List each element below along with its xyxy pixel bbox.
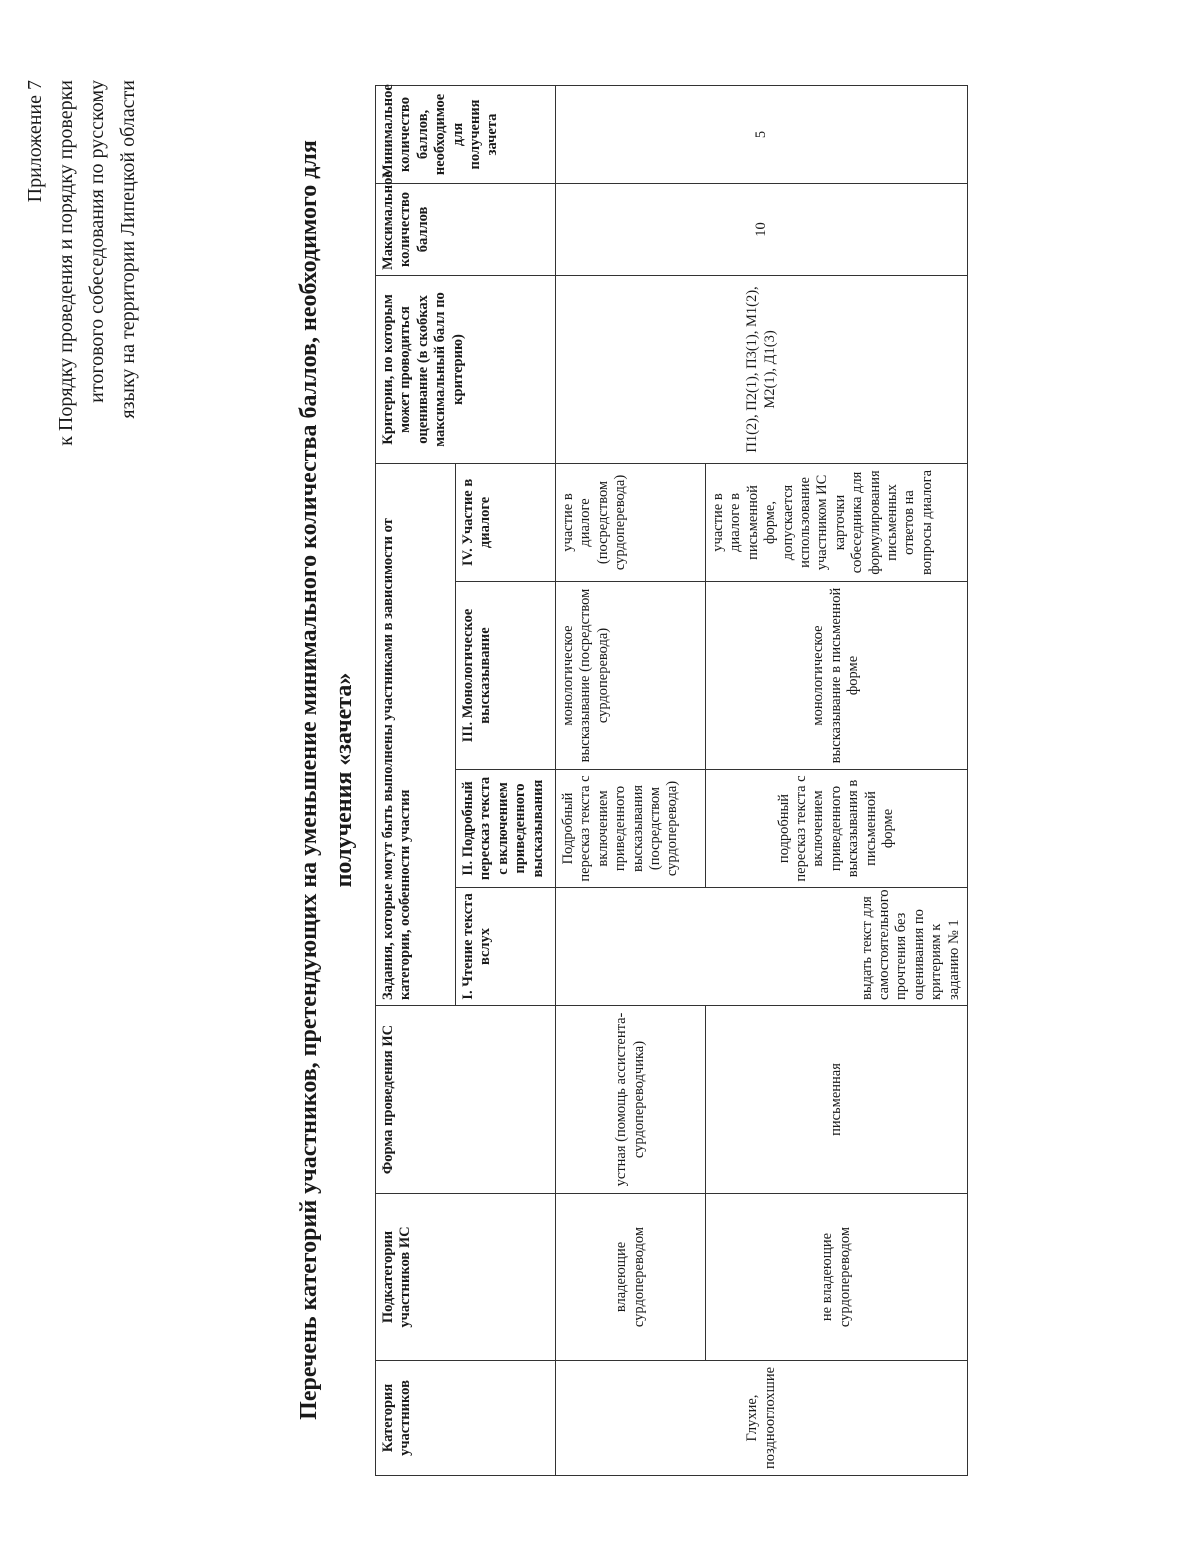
cell-min: 5 (556, 85, 968, 183)
cell-category: Глухие, позднооглохшие (556, 1361, 968, 1476)
cell-form: устная (помощь ассистента-сурдопереводчика) (556, 1006, 706, 1194)
header-task4: IV. Участие в диалоге (456, 463, 556, 581)
appendix-line: итогового собеседования по русскому (86, 80, 108, 403)
cell-task3: монологическое высказывание (посредством сурдоперевода) (556, 582, 706, 770)
cell-task2: Подробный пересказ текста с включением приведенного высказывания (посредством сурдоперевода) (556, 770, 706, 888)
appendix-line: к Порядку проведения и порядку проверки (55, 80, 77, 446)
appendix-note (20, 80, 144, 720)
cell-subcategory: владеющие сурдопереводом (556, 1194, 706, 1361)
cell-criteria: П1(2), П2(1), П3(1), М1(2), М2(1), Д1(3) (556, 275, 968, 463)
cell-form: письменная (706, 1006, 968, 1194)
cell-task4: участие в диалоге в письменной форме, допускается использование участником ИС карточки собеседника для формулирования письменных ответов на вопросы диалога (706, 463, 968, 581)
header-tasks-group: Задания, которые могут быть выполнены участниками в зависимости от категории, особенности участия (376, 463, 456, 1005)
header-task1: I. Чтение текста вслух (456, 888, 556, 1006)
table-row (556, 85, 706, 1475)
rotated-page (20, 80, 1080, 1480)
cell-max: 10 (556, 183, 968, 275)
header-max: Максимальное количество баллов (376, 183, 556, 275)
header-criteria: Критерии, по которым может проводиться оценивание (в скобках максимальный балл по критерию) (376, 275, 556, 463)
header-task3: III. Монологическое высказывание (456, 582, 556, 770)
cell-subcategory: не владеющие сурдопереводом (706, 1194, 968, 1361)
cell-task2: подробный пересказ текста с включением приведенного высказывания в письменной форме (706, 770, 968, 888)
cell-task3: монологическое высказывание в письменной форме (706, 582, 968, 770)
header-task2: II. Подробный пересказ текста с включением приведенного высказывания (456, 770, 556, 888)
cell-task1: выдать текст для самостоятельного прочтения без оценивания по критериям к заданию № 1 (556, 888, 968, 1006)
table-header-row (376, 85, 456, 1475)
header-min: Минимальное количество баллов, необходимое для получения зачета (376, 85, 556, 183)
criteria-table (375, 85, 968, 1476)
cell-task4: участие в диалоге (посредством сурдоперевода) (556, 463, 706, 581)
header-subcategory: Подкатегории участников ИС (376, 1194, 556, 1361)
document-title (292, 80, 362, 1480)
header-form: Форма проведения ИС (376, 1006, 556, 1194)
appendix-line: языку на территории Липецкой области (117, 80, 139, 419)
document-title-line: Перечень категорий участников, претендующих на уменьшение минимального количества баллов, необходимого для (296, 140, 322, 1420)
appendix-title: Приложение 7 (24, 80, 46, 203)
document-title-line: получения «зачета» (330, 672, 357, 888)
header-category: Категория участников (376, 1361, 556, 1476)
